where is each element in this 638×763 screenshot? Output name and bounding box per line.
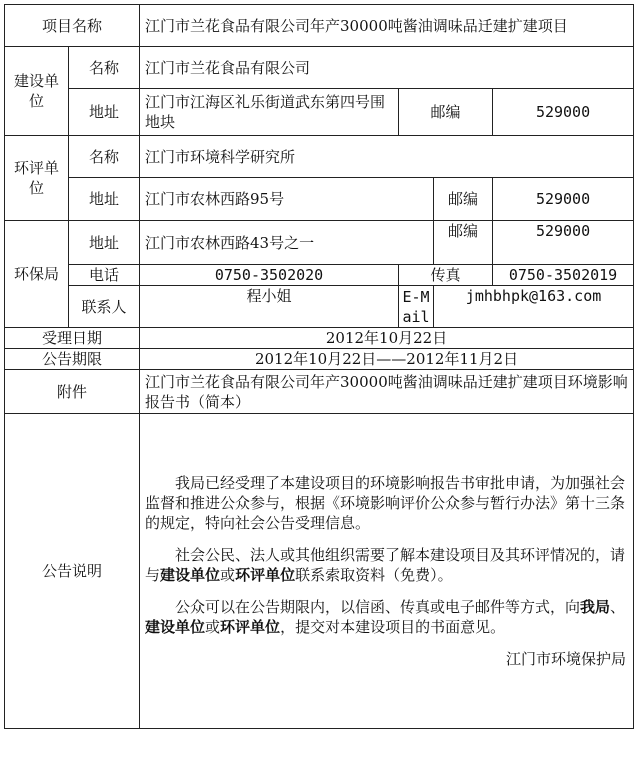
bureau-postcode: 529000 bbox=[493, 221, 634, 265]
p2-eia-bold: 环评单位 bbox=[235, 566, 296, 584]
p2-tail: 联系索取资料（免费）。 bbox=[295, 566, 453, 584]
row-project bbox=[5, 5, 634, 47]
row-accept-date bbox=[5, 328, 634, 349]
row-attachment bbox=[5, 370, 634, 414]
signature: 江门市环境保护局 bbox=[506, 650, 627, 668]
eia-postcode-label: 邮编 bbox=[434, 178, 493, 221]
accept-date-label: 受理日期 bbox=[5, 328, 140, 349]
row-notice-period bbox=[5, 349, 634, 370]
bureau-address-label: 地址 bbox=[69, 221, 140, 265]
builder-address: 江门市江海区礼乐街道武东第四号围地块 bbox=[140, 89, 399, 136]
p2-or: 或 bbox=[220, 566, 236, 584]
notice-period-label: 公告期限 bbox=[5, 349, 140, 370]
builder-postcode: 529000 bbox=[493, 89, 634, 136]
row-builder-name bbox=[5, 47, 634, 89]
notice-period-value: 2012年10月22日——2012年11月2日 bbox=[140, 349, 634, 370]
description-paragraph-3 bbox=[145, 597, 628, 637]
notice-table bbox=[4, 4, 634, 729]
description-body bbox=[140, 414, 634, 729]
attachment-value: 江门市兰花食品有限公司年产30000吨酱油调味品迁建扩建项目环境影响报告书（简本） bbox=[140, 370, 634, 414]
eia-address: 江门市农林西路95号 bbox=[140, 178, 434, 221]
project-label: 项目名称 bbox=[5, 5, 140, 47]
bureau-contact-label: 联系人 bbox=[69, 286, 140, 328]
row-bureau-phone bbox=[5, 265, 634, 286]
eia-name-label: 名称 bbox=[69, 136, 140, 178]
builder-name-label: 名称 bbox=[69, 47, 140, 89]
p3-sep: 、 bbox=[610, 598, 626, 616]
p3-bureau-bold: 我局 bbox=[580, 598, 611, 616]
bureau-postcode-label: 邮编 bbox=[434, 221, 493, 265]
description-paragraph-2 bbox=[145, 545, 628, 585]
row-eia-name bbox=[5, 136, 634, 178]
attachment-label: 附件 bbox=[5, 370, 140, 414]
row-eia-address bbox=[5, 178, 634, 221]
bureau-phone: 0750-3502020 bbox=[140, 265, 399, 286]
bureau-fax: 0750-3502019 bbox=[493, 265, 634, 286]
p3-tail: ，提交对本建设项目的书面意见。 bbox=[280, 618, 506, 636]
row-builder-address bbox=[5, 89, 634, 136]
p3-or: 或 bbox=[205, 618, 221, 636]
project-value: 江门市兰花食品有限公司年产30000吨酱油调味品迁建扩建项目 bbox=[140, 5, 634, 47]
row-description bbox=[5, 414, 634, 729]
p2-builder-bold: 建设单位 bbox=[160, 566, 221, 584]
description-label: 公告说明 bbox=[5, 414, 140, 729]
eia-unit-label: 环评单位 bbox=[5, 136, 69, 221]
accept-date-value: 2012年10月22日 bbox=[140, 328, 634, 349]
row-bureau-address bbox=[5, 221, 634, 265]
eia-name: 江门市环境科学研究所 bbox=[140, 136, 634, 178]
p3-builder-bold: 建设单位 bbox=[145, 618, 206, 636]
bureau-phone-label: 电话 bbox=[69, 265, 140, 286]
bureau-contact: 程小姐 bbox=[140, 286, 399, 328]
bureau-email-label: E-Mail bbox=[399, 286, 434, 328]
p3-eia-bold: 环评单位 bbox=[220, 618, 281, 636]
eia-address-label: 地址 bbox=[69, 178, 140, 221]
builder-label: 建设单位 bbox=[5, 47, 69, 136]
builder-name: 江门市兰花食品有限公司 bbox=[140, 47, 634, 89]
bureau-email: jmhbhpk@163.com bbox=[434, 286, 634, 328]
p3-text: 公众可以在公告期限内，以信函、传真或电子邮件等方式，向 bbox=[175, 598, 581, 616]
p2-text: 社会公民、法人或其他组织需要了解本建设项目及其环评情况的，请与 bbox=[145, 546, 626, 584]
eia-postcode: 529000 bbox=[493, 178, 634, 221]
builder-postcode-label: 邮编 bbox=[399, 89, 493, 136]
bureau-label: 环保局 bbox=[5, 221, 69, 328]
row-bureau-contact bbox=[5, 286, 634, 328]
bureau-address: 江门市农林西路43号之一 bbox=[140, 221, 434, 265]
builder-address-label: 地址 bbox=[69, 89, 140, 136]
description-paragraph-1: 我局已经受理了本建设项目的环境影响报告书审批申请，为加强社会监督和推进公众参与，根据《环境影响评价公众参与暂行办法》第十三条的规定，特向社会公告受理信息。 bbox=[145, 474, 626, 532]
bureau-fax-label: 传真 bbox=[399, 265, 493, 286]
